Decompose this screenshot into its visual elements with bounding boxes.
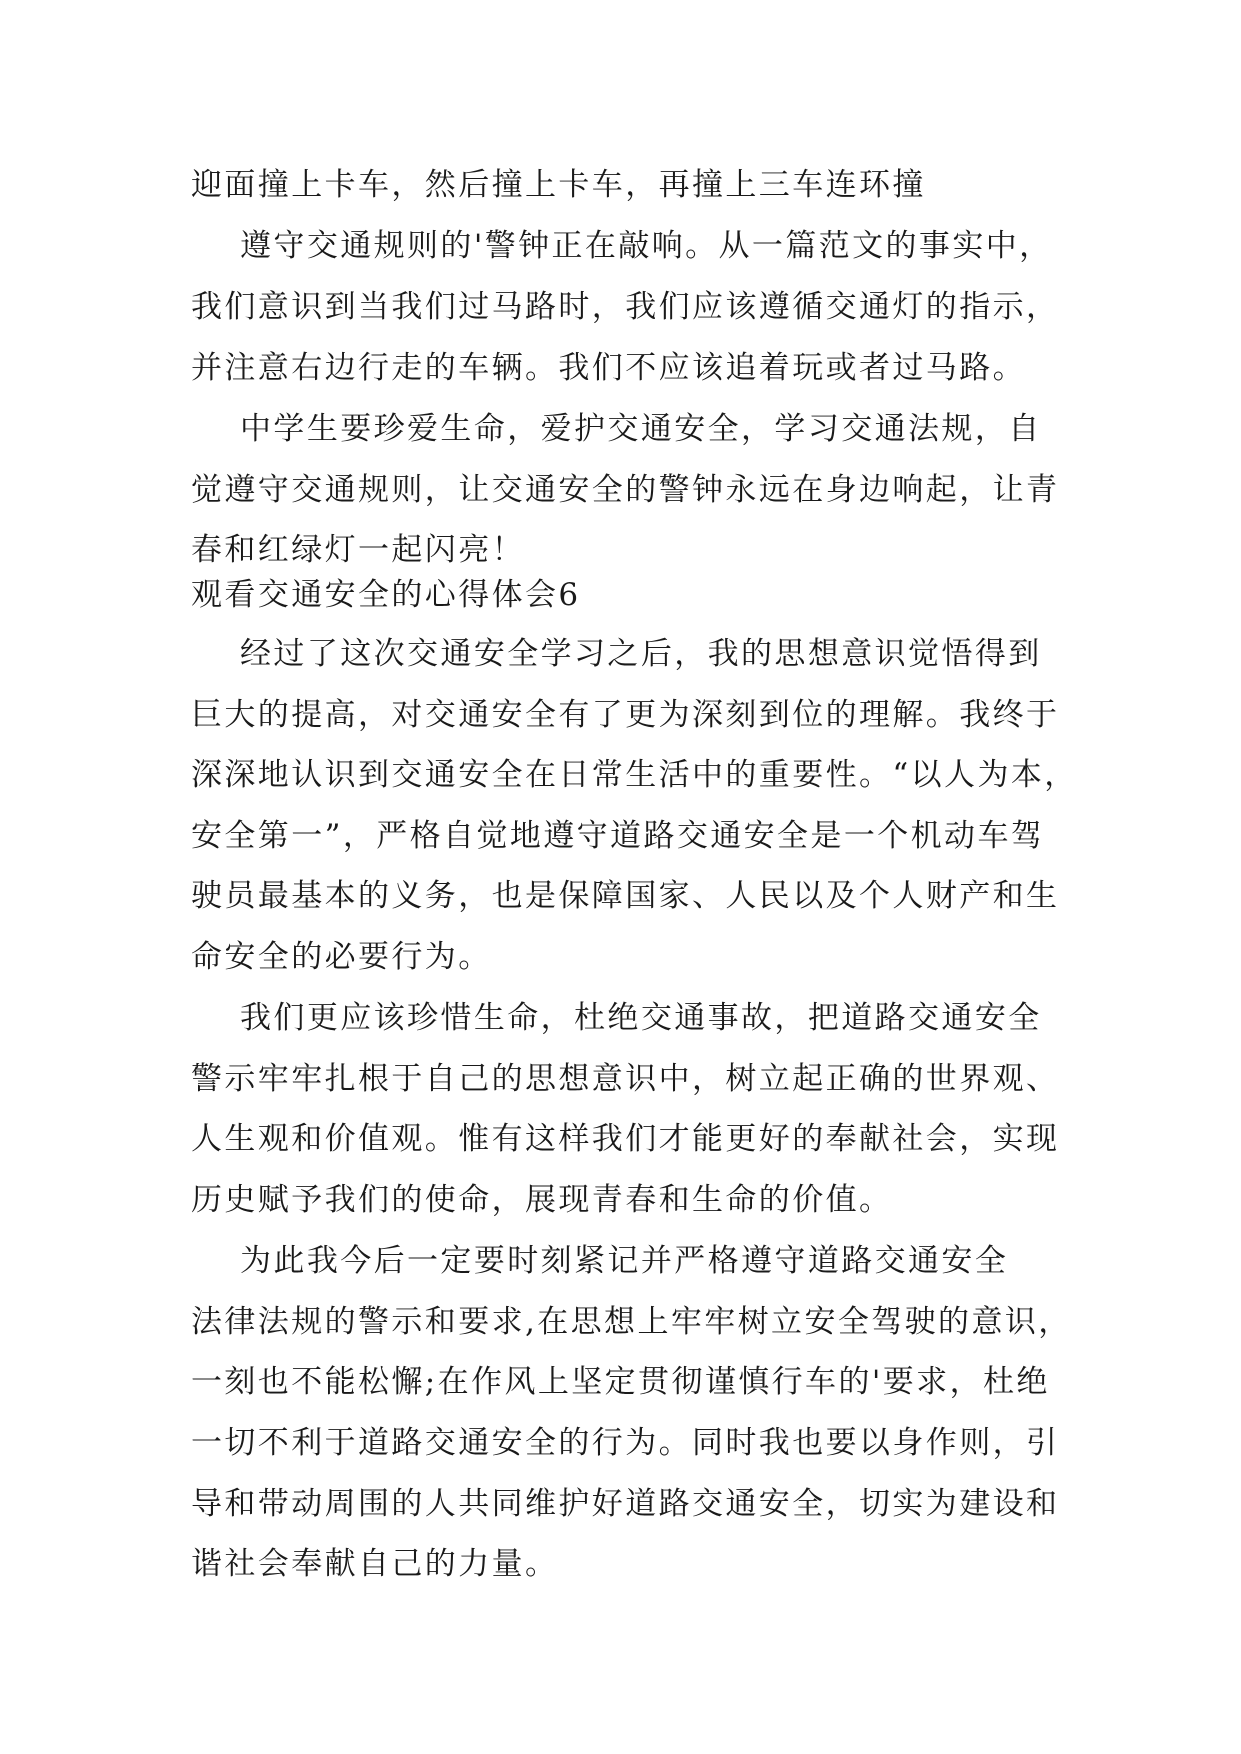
text-line: 警示牢牢扎根于自己的思想意识中，树立起正确的世界观、 [191, 1061, 1060, 1097]
text-line: 遵守交通规则的'警钟正在敲响。从一篇范文的事实中， [191, 228, 1053, 264]
section-heading: 观看交通安全的心得体会6 [191, 577, 581, 613]
text-line: 安全第一”，严格自觉地遵守道路交通安全是一个机动车驾 [191, 818, 1045, 854]
text-line: 一切不利于道路交通安全的行为。同时我也要以身作则，引 [191, 1425, 1060, 1461]
text-line: 巨大的提高，对交通安全有了更为深刻到位的理解。我终于 [191, 697, 1060, 733]
text-line: 历史赋予我们的使命，展现青春和生命的价值。 [191, 1182, 893, 1218]
text-line: 一刻也不能松懈;在作风上坚定贯彻谨慎行车的'要求，杜绝 [191, 1364, 1050, 1400]
text-line: 为此我今后一定要时刻紧记并严格遵守道路交通安全 [191, 1243, 1009, 1279]
text-line: 命安全的必要行为。 [191, 939, 492, 975]
text-line: 我们更应该珍惜生命，杜绝交通事故，把道路交通安全 [191, 1000, 1042, 1036]
text-line: 法律法规的警示和要求,在思想上牢牢树立安全驾驶的意识， [191, 1304, 1072, 1340]
text-line: 春和红绿灯一起闪亮！ [191, 532, 525, 568]
text-line: 觉遵守交通规则，让交通安全的警钟永远在身边响起，让青 [191, 472, 1060, 508]
text-line: 迎面撞上卡车，然后撞上卡车，再撞上三车连环撞 [191, 167, 926, 203]
text-line: 人生观和价值观。惟有这样我们才能更好的奉献社会，实现 [191, 1121, 1060, 1157]
text-line: 谐社会奉献自己的力量。 [191, 1546, 559, 1582]
text-line: 中学生要珍爱生命，爱护交通安全，学习交通法规，自 [191, 411, 1042, 447]
text-line: 深深地认识到交通安全在日常生活中的重要性。“以人为本， [191, 757, 1078, 793]
text-line: 并注意右边行走的车辆。我们不应该追着玩或者过马路。 [191, 350, 1026, 386]
text-line: 我们意识到当我们过马路时，我们应该遵循交通灯的指示， [191, 289, 1060, 325]
text-line: 经过了这次交通安全学习之后，我的思想意识觉悟得到 [191, 636, 1042, 672]
text-line: 导和带动周围的人共同维护好道路交通安全，切实为建设和 [191, 1486, 1060, 1522]
text-line: 驶员最基本的义务，也是保障国家、人民以及个人财产和生 [191, 878, 1060, 914]
